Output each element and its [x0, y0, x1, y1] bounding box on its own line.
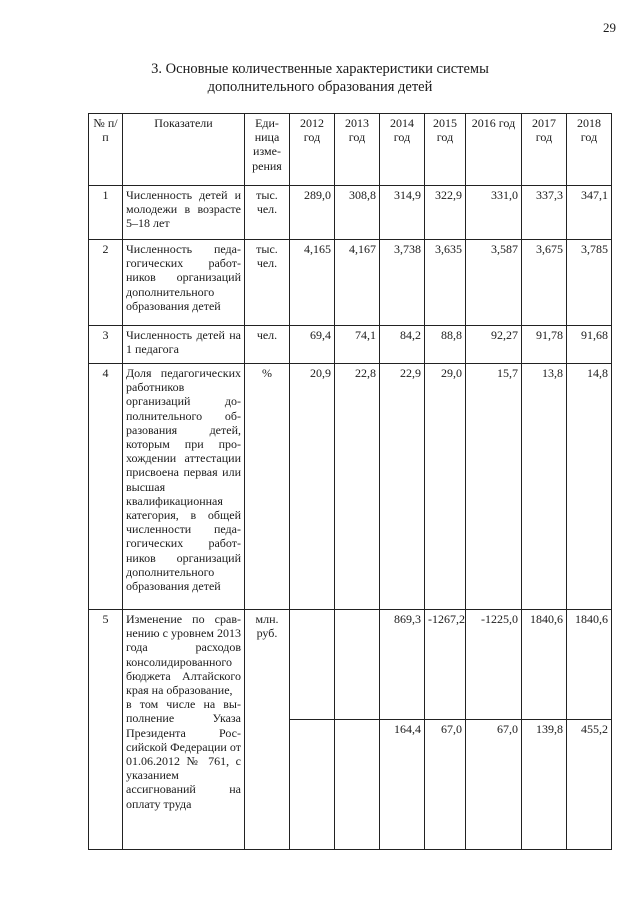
value-cell: 91,68 [567, 326, 612, 364]
value-cell: 4,167 [335, 240, 380, 326]
value-cell: 15,7 [466, 364, 522, 610]
value-cell: 347,1 [567, 186, 612, 240]
header-year-2014: 2014 год [380, 114, 425, 186]
value-cell: 84,2 [380, 326, 425, 364]
value-cell: 3,587 [466, 240, 522, 326]
value-cell: 289,0 [290, 186, 335, 240]
value-cell [335, 610, 380, 720]
value-cell: -1225,0 [466, 610, 522, 720]
row-unit: млн. руб. [245, 610, 290, 850]
header-unit: Единица измерения [245, 114, 290, 186]
indicator-part-decree: в том числе на выполнение Указа Президента Российской Федерации от 01.06.2012 № 761, с указанием ассигнований на оплату труда [126, 697, 241, 811]
value-cell: 74,1 [335, 326, 380, 364]
header-year-2018: 2018 год [567, 114, 612, 186]
row-unit: тыс. чел. [245, 240, 290, 326]
row-indicator [123, 610, 245, 850]
value-cell: 314,9 [380, 186, 425, 240]
value-cell: 139,8 [522, 720, 567, 850]
value-cell: 88,8 [425, 326, 466, 364]
value-cell: 1840,6 [567, 610, 612, 720]
value-cell: 67,0 [425, 720, 466, 850]
header-num: № п/п [89, 114, 123, 186]
row-number: 3 [89, 326, 123, 364]
header-row [89, 114, 612, 186]
indicator-part-total: Изменение по сравнению с уровнем 2013 года расходов консолидированного бюджета Алтайского края на образование, [126, 612, 241, 698]
characteristics-table [88, 113, 612, 850]
row-unit: чел. [245, 326, 290, 364]
value-cell: 20,9 [290, 364, 335, 610]
value-cell: 164,4 [380, 720, 425, 850]
title-line-1: 3. Основные количественные характеристики системы [151, 61, 489, 77]
header-year-2016: 2016 год [466, 114, 522, 186]
value-cell [290, 720, 335, 850]
value-cell: 4,165 [290, 240, 335, 326]
value-cell: 322,9 [425, 186, 466, 240]
table-row [89, 326, 612, 364]
value-cell: -1267,2 [425, 610, 466, 720]
value-cell: 92,27 [466, 326, 522, 364]
table-row [89, 240, 612, 326]
row-unit: % [245, 364, 290, 610]
table-row [89, 610, 612, 720]
row-number: 4 [89, 364, 123, 610]
row-unit: тыс. чел. [245, 186, 290, 240]
value-cell: 3,738 [380, 240, 425, 326]
value-cell: 14,8 [567, 364, 612, 610]
value-cell: 1840,6 [522, 610, 567, 720]
value-cell: 455,2 [567, 720, 612, 850]
value-cell: 337,3 [522, 186, 567, 240]
value-cell: 869,3 [380, 610, 425, 720]
page-number: 29 [603, 20, 616, 35]
page-title [90, 60, 550, 96]
value-cell: 29,0 [425, 364, 466, 610]
value-cell: 22,8 [335, 364, 380, 610]
table-row [89, 364, 612, 610]
row-number: 5 [89, 610, 123, 850]
title-line-2: дополнительного образования детей [207, 79, 433, 95]
value-cell: 308,8 [335, 186, 380, 240]
header-year-2015: 2015 год [425, 114, 466, 186]
table-row [89, 186, 612, 240]
value-cell: 91,78 [522, 326, 567, 364]
header-indicator: Показатели [123, 114, 245, 186]
value-cell: 69,4 [290, 326, 335, 364]
header-year-2013: 2013 год [335, 114, 380, 186]
value-cell [335, 720, 380, 850]
header-year-2017: 2017 год [522, 114, 567, 186]
row-indicator: Доля педагогических работников организаций дополнительного образования детей, которым при прохождении аттестации присвоена первая или высшая квалификационная категория, в общей численности педагогических работников организаций дополнительного образования детей [123, 364, 245, 610]
header-year-2012: 2012 год [290, 114, 335, 186]
value-cell [290, 610, 335, 720]
row-number: 1 [89, 186, 123, 240]
value-cell: 3,785 [567, 240, 612, 326]
value-cell: 331,0 [466, 186, 522, 240]
value-cell: 13,8 [522, 364, 567, 610]
value-cell: 3,675 [522, 240, 567, 326]
value-cell: 67,0 [466, 720, 522, 850]
row-indicator: Численность детей на 1 педагога [123, 326, 245, 364]
row-number: 2 [89, 240, 123, 326]
value-cell: 3,635 [425, 240, 466, 326]
value-cell: 22,9 [380, 364, 425, 610]
row-indicator: Численность детей и молодежи в возрасте 5–18 лет [123, 186, 245, 240]
row-indicator: Численность педагогических работников организаций дополнительного образования детей [123, 240, 245, 326]
